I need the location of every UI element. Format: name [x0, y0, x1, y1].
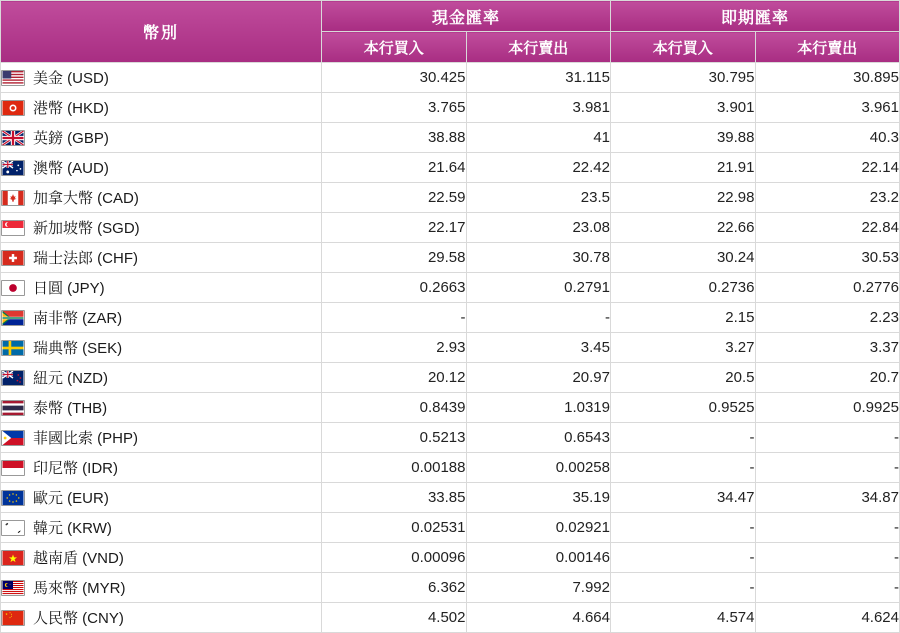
currency-cell — [1, 213, 322, 243]
cash-sell-cell: 0.00146 — [466, 543, 611, 573]
currency-label: 日圓 (JPY) — [33, 280, 105, 297]
spot-sell-cell: 3.37 — [755, 333, 900, 363]
spot-buy-cell: 30.795 — [611, 63, 756, 93]
cash-sell-cell: - — [466, 303, 611, 333]
flag-nzd-icon — [1, 370, 25, 386]
flag-krw-icon — [1, 520, 25, 536]
spot-sell-cell: - — [755, 453, 900, 483]
spot-sell-cell: 4.624 — [755, 603, 900, 633]
cash-sell-cell: 23.08 — [466, 213, 611, 243]
currency-cell — [1, 123, 322, 153]
spot-buy-cell: - — [611, 573, 756, 603]
flag-idr-icon — [1, 460, 25, 476]
currency-cell — [1, 483, 322, 513]
flag-usa-icon — [1, 70, 25, 86]
currency-cell — [1, 513, 322, 543]
currency-cell — [1, 573, 322, 603]
table-row — [1, 423, 900, 453]
spot-sell-cell: 2.23 — [755, 303, 900, 333]
spot-sell-cell: 20.7 — [755, 363, 900, 393]
currency-cell — [1, 363, 322, 393]
currency-label: 菲國比索 (PHP) — [33, 430, 139, 447]
spot-sell-cell: 22.84 — [755, 213, 900, 243]
cash-buy-cell: - — [322, 303, 467, 333]
cash-sell-cell: 23.5 — [466, 183, 611, 213]
cash-sell-cell: 3.981 — [466, 93, 611, 123]
group-header-cash: 現金匯率 — [322, 1, 611, 32]
cash-sell-cell: 0.02921 — [466, 513, 611, 543]
cash-buy-cell: 0.2663 — [322, 273, 467, 303]
spot-sell-cell: 0.9925 — [755, 393, 900, 423]
cash-buy-cell: 29.58 — [322, 243, 467, 273]
spot-buy-cell: 34.47 — [611, 483, 756, 513]
cash-sell-cell: 1.0319 — [466, 393, 611, 423]
currency-label: 韓元 (KRW) — [33, 520, 112, 537]
spot-buy-cell: 3.27 — [611, 333, 756, 363]
spot-sell-cell: 30.53 — [755, 243, 900, 273]
currency-label: 新加坡幣 (SGD) — [33, 220, 140, 237]
table-row — [1, 63, 900, 93]
cash-buy-cell: 22.17 — [322, 213, 467, 243]
cash-buy-cell: 0.00096 — [322, 543, 467, 573]
flag-gbp-icon — [1, 130, 25, 146]
spot-sell-cell: 0.2776 — [755, 273, 900, 303]
group-header-spot: 即期匯率 — [611, 1, 900, 32]
column-header-spot-sell: 本行賣出 — [755, 32, 900, 63]
column-header-cash-sell: 本行賣出 — [466, 32, 611, 63]
currency-cell — [1, 303, 322, 333]
flag-eur-icon — [1, 490, 25, 506]
table-row — [1, 513, 900, 543]
spot-buy-cell: - — [611, 513, 756, 543]
spot-sell-cell: - — [755, 513, 900, 543]
currency-cell — [1, 153, 322, 183]
currency-cell — [1, 453, 322, 483]
currency-label: 美金 (USD) — [33, 70, 109, 87]
column-header-spot-buy: 本行買入 — [611, 32, 756, 63]
spot-buy-cell: 0.9525 — [611, 393, 756, 423]
table-row — [1, 483, 900, 513]
flag-thb-icon — [1, 400, 25, 416]
table-header — [1, 1, 900, 63]
currency-cell — [1, 93, 322, 123]
flag-aud-icon — [1, 160, 25, 176]
currency-label: 印尼幣 (IDR) — [33, 460, 118, 477]
spot-buy-cell: 30.24 — [611, 243, 756, 273]
spot-sell-cell: 34.87 — [755, 483, 900, 513]
table-row — [1, 183, 900, 213]
flag-vnd-icon — [1, 550, 25, 566]
flag-chf-icon — [1, 250, 25, 266]
spot-buy-cell: 3.901 — [611, 93, 756, 123]
flag-sgd-icon — [1, 220, 25, 236]
currency-label: 瑞士法郎 (CHF) — [33, 250, 138, 267]
spot-buy-cell: - — [611, 543, 756, 573]
currency-cell — [1, 333, 322, 363]
spot-buy-cell: 21.91 — [611, 153, 756, 183]
currency-label: 瑞典幣 (SEK) — [33, 340, 123, 357]
spot-buy-cell: 4.574 — [611, 603, 756, 633]
currency-label: 泰幣 (THB) — [33, 400, 108, 417]
cash-sell-cell: 7.992 — [466, 573, 611, 603]
spot-sell-cell: 22.14 — [755, 153, 900, 183]
spot-buy-cell: - — [611, 453, 756, 483]
cash-sell-cell: 3.45 — [466, 333, 611, 363]
cash-buy-cell: 2.93 — [322, 333, 467, 363]
column-header-cash-buy: 本行買入 — [322, 32, 467, 63]
currency-label: 馬來幣 (MYR) — [33, 580, 126, 597]
cash-sell-cell: 35.19 — [466, 483, 611, 513]
spot-buy-cell: - — [611, 423, 756, 453]
currency-label: 港幣 (HKD) — [33, 100, 109, 117]
currency-cell — [1, 243, 322, 273]
cash-sell-cell: 0.6543 — [466, 423, 611, 453]
cash-sell-cell: 41 — [466, 123, 611, 153]
currency-label: 加拿大幣 (CAD) — [33, 190, 139, 207]
currency-label: 越南盾 (VND) — [33, 550, 124, 567]
cash-buy-cell: 0.8439 — [322, 393, 467, 423]
spot-sell-cell: - — [755, 543, 900, 573]
table-row — [1, 453, 900, 483]
cash-buy-cell: 6.362 — [322, 573, 467, 603]
currency-cell — [1, 63, 322, 93]
cash-buy-cell: 22.59 — [322, 183, 467, 213]
spot-sell-cell: - — [755, 573, 900, 603]
spot-buy-cell: 22.98 — [611, 183, 756, 213]
cash-buy-cell: 38.88 — [322, 123, 467, 153]
spot-buy-cell: 22.66 — [611, 213, 756, 243]
table-row — [1, 153, 900, 183]
cash-sell-cell: 30.78 — [466, 243, 611, 273]
currency-label: 南非幣 (ZAR) — [33, 310, 123, 327]
flag-php-icon — [1, 430, 25, 446]
spot-sell-cell: 30.895 — [755, 63, 900, 93]
currency-label: 歐元 (EUR) — [33, 490, 109, 507]
table-row — [1, 363, 900, 393]
currency-label: 紐元 (NZD) — [33, 370, 108, 387]
cash-buy-cell: 20.12 — [322, 363, 467, 393]
cash-sell-cell: 4.664 — [466, 603, 611, 633]
table-row — [1, 393, 900, 423]
table-row — [1, 213, 900, 243]
cash-sell-cell: 22.42 — [466, 153, 611, 183]
flag-cny-icon — [1, 610, 25, 626]
cash-buy-cell: 4.502 — [322, 603, 467, 633]
table-row — [1, 603, 900, 633]
flag-zar-icon — [1, 310, 25, 326]
cash-sell-cell: 0.00258 — [466, 453, 611, 483]
flag-myr-icon — [1, 580, 25, 596]
spot-sell-cell: 40.3 — [755, 123, 900, 153]
cash-buy-cell: 21.64 — [322, 153, 467, 183]
flag-cad-icon — [1, 190, 25, 206]
cash-buy-cell: 0.02531 — [322, 513, 467, 543]
flag-jpy-icon — [1, 280, 25, 296]
table-row — [1, 573, 900, 603]
table-body — [1, 63, 900, 633]
spot-buy-cell: 20.5 — [611, 363, 756, 393]
currency-cell — [1, 273, 322, 303]
cash-buy-cell: 33.85 — [322, 483, 467, 513]
column-header-currency: 幣別 — [1, 1, 322, 63]
cash-buy-cell: 3.765 — [322, 93, 467, 123]
cash-buy-cell: 0.00188 — [322, 453, 467, 483]
table-row — [1, 123, 900, 153]
currency-cell — [1, 393, 322, 423]
currency-cell — [1, 423, 322, 453]
currency-cell — [1, 183, 322, 213]
currency-cell — [1, 543, 322, 573]
flag-sek-icon — [1, 340, 25, 356]
currency-label: 澳幣 (AUD) — [33, 160, 109, 177]
currency-label: 英鎊 (GBP) — [33, 130, 109, 147]
cash-sell-cell: 20.97 — [466, 363, 611, 393]
table-row — [1, 543, 900, 573]
spot-buy-cell: 39.88 — [611, 123, 756, 153]
currency-cell — [1, 603, 322, 633]
table-row — [1, 93, 900, 123]
spot-sell-cell: - — [755, 423, 900, 453]
spot-sell-cell: 23.2 — [755, 183, 900, 213]
cash-buy-cell: 30.425 — [322, 63, 467, 93]
spot-buy-cell: 0.2736 — [611, 273, 756, 303]
table-row — [1, 303, 900, 333]
cash-sell-cell: 0.2791 — [466, 273, 611, 303]
table-row — [1, 333, 900, 363]
flag-hkd-icon — [1, 100, 25, 116]
table-row — [1, 273, 900, 303]
cash-sell-cell: 31.115 — [466, 63, 611, 93]
spot-buy-cell: 2.15 — [611, 303, 756, 333]
cash-buy-cell: 0.5213 — [322, 423, 467, 453]
table-row — [1, 243, 900, 273]
currency-label: 人民幣 (CNY) — [33, 610, 124, 627]
spot-sell-cell: 3.961 — [755, 93, 900, 123]
